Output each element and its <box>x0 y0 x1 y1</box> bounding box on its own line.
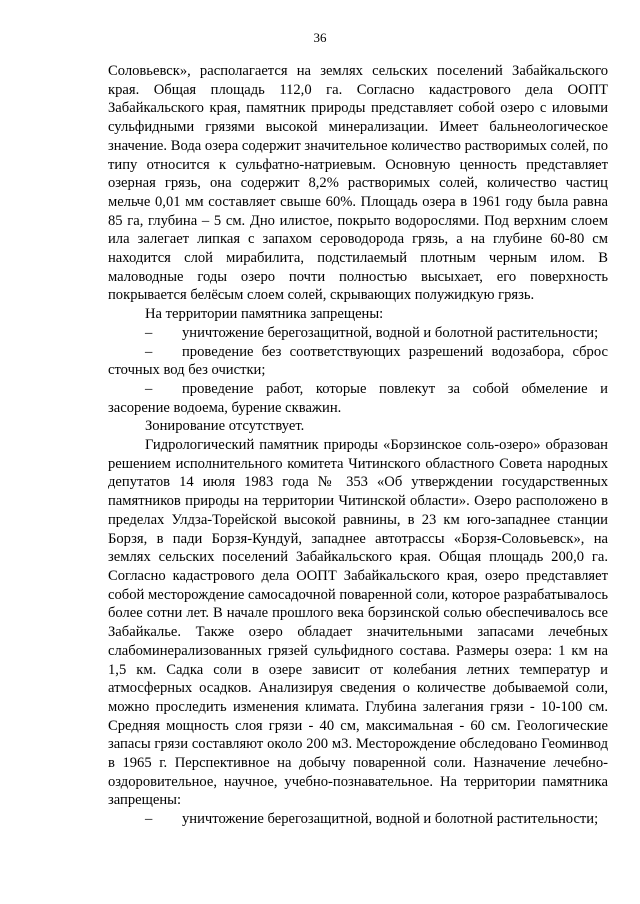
list-item-text: уничтожение берегозащитной, водной и болотной растительности; <box>182 324 599 341</box>
paragraph-zoning: Зонирование отсутствует. <box>145 418 305 435</box>
dash-marker: – <box>145 324 153 341</box>
dash-marker: – <box>145 811 153 828</box>
dash-marker: – <box>145 343 153 360</box>
paragraph-borzinskoe-lake: Гидрологический памятник природы «Борзинское соль-озеро» образован решением исполнительного комитета Читинского областного Совета народных депутатов 14 июля 1983 года № 353 «Об утверждении государственных памятников природы на территории Читинской области». Озеро расположено в пределах Улдза-Торейской высокой равнины, в 23 км юго-западнее станции Борзя, в пади Борзя-Кундуй, западнее автотрассы «Борзя-Соловьевск», на землях сельских поселений Забайкальского края. Общая площадь 200,0 га. Согласно кадастрового дела ООПТ Забайкальского края, озеро представляет собой месторождение самосадочной поваренной соли, которое разрабатывалось более сотни лет. В начале прошлого века борзинской солью обеспечивалось все Забайкалье. Также озеро обладает значительными запасами лечебных слабоминерализованных грязей сульфидного состава. Размеры озера: 1 км на 1,5 км. Садка соли в озере зависит от колебания летних температур и атмосферных осадков. Анализируя сведения о количестве добываемой соли, можно проследить изменения климата. Глубина залегания грязи - 10-100 см. Средняя мощность слоя грязи - 40 см, максимальная - 60 см. Геологические запасы грязи составляют около 200 м3. Месторождение обследовано Геоминвод в 1965 г. Перспективное на добычу поваренной соли. Назначение лечебно-оздоровительное, научное, учебно-познавательное. На территории памятника запрещены: <box>108 437 608 809</box>
list-item-3 <box>108 380 608 417</box>
paragraph-1: Соловьевск», располагается на землях сельских поселений Забайкальского края. Общая площадь 112,0 га. Согласно кадастрового дела ООПТ Забайкальского края, памятник природы представляет собой озеро с иловыми сульфидными грязями высокой минерализации. Имеет бальнеологическое значение. Вода озера содержит значительное количество растворимых солей, по типу относится к сульфатно-натриевым. Основную ценность представляет озерная грязь, она содержит 8,2% растворимых солей, количество частиц мельче 0,01 мм составляет свыше 60%. Площадь озера в 1961 году была равна 85 га, глубина – 5 см. Дно илистое, покрыто водорослями. Под верхним слоем ила залегает липкая с запахом сероводорода грязь, а на глубине 60-80 см находится слой мирабилита, подстилаемый плотным черным илом. В маловодные годы озеро почти полностью высыхает, его поверхность покрывается белёсым слоем солей, скрывающих полужидкую грязь. <box>108 63 608 304</box>
body-text <box>108 62 608 829</box>
list-item-1 <box>108 324 608 343</box>
list-item-4 <box>108 810 608 829</box>
list-item-text: уничтожение берегозащитной, водной и болотной растительности; <box>182 811 599 828</box>
list-item-text: проведение без соответствующих разрешений водозабора, сброс сточных вод без очистки; <box>108 343 608 379</box>
dash-marker: – <box>145 380 153 397</box>
page-number: 36 <box>313 30 327 45</box>
list-item-text: проведение работ, которые повлекут за собой обмеление и засорение водоема, бурение скважин. <box>108 380 608 416</box>
list-item-2 <box>108 343 608 380</box>
paragraph-restrictions-heading-1: На территории памятника запрещены: <box>145 306 384 323</box>
